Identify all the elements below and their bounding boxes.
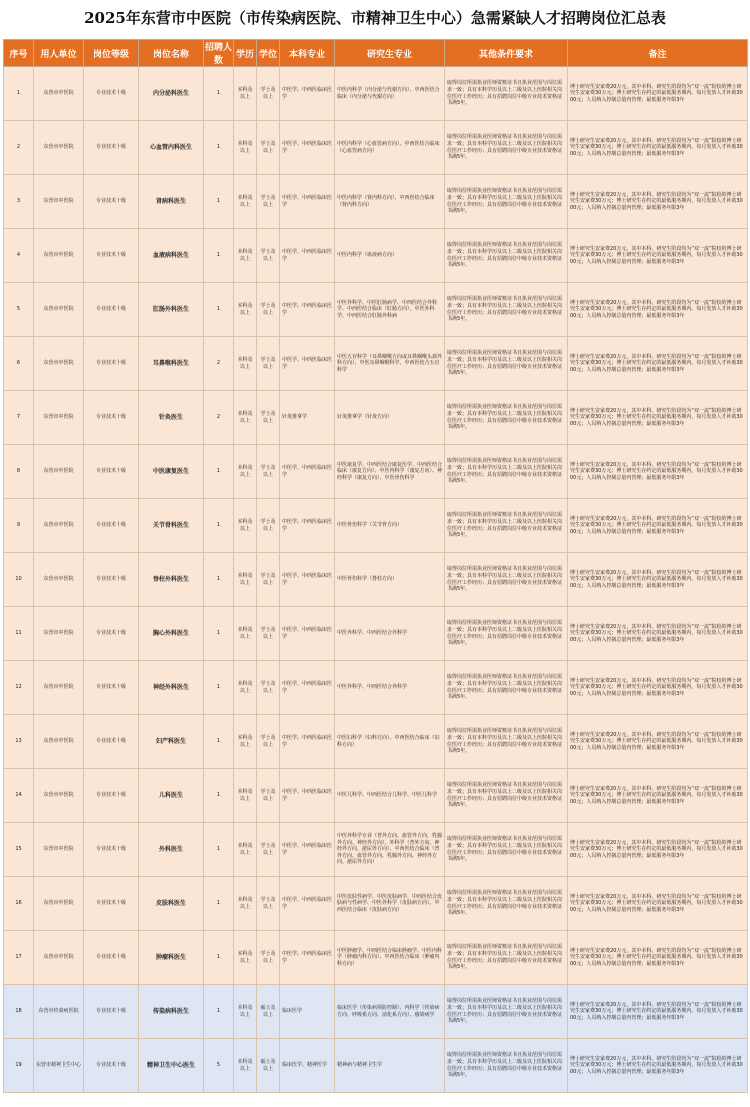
cell-education: 本科及以上 — [234, 553, 257, 607]
cell-undergrad-major: 中医学、中西医临床医学 — [280, 445, 335, 499]
cell-notes: 博士研究生安家费20万元，其中本科、研究生阶段均为“双一流”院校的博士研究生安家费30万元；博士研究生在约定的最低服务期内，每月发放人才补助3000元；人员纳入控制总量内管理；最低服务年限3年 — [568, 877, 748, 931]
cell-conditions: 取得岗位所需执业医师资格证书且执业范围与岗位需求一致；具有本科学历及以上二级及以上医院相关岗位医疗工作经历；具有招聘岗位中级专业技术资格证书满5年。 — [445, 283, 568, 337]
cell-unit: 东营市中医院 — [34, 715, 84, 769]
cell-notes: 博士研究生安家费20万元，其中本科、研究生阶段均为“双一流”院校的博士研究生安家费30万元；博士研究生在约定的最低服务期内，每月发放人才补助3000元；人员纳入控制总量内管理；最低服务年限3年 — [568, 985, 748, 1039]
cell-level: 专业技术十级 — [84, 175, 139, 229]
cell-unit: 东营市中医院 — [34, 391, 84, 445]
cell-unit: 东营市中医院 — [34, 67, 84, 121]
table-row — [4, 823, 748, 877]
cell-no: 18 — [4, 985, 34, 1039]
cell-level: 专业技术十级 — [84, 877, 139, 931]
cell-degree: 学士及以上 — [257, 499, 280, 553]
cell-undergrad-major: 中医学、中西医临床医学 — [280, 337, 335, 391]
cell-education: 本科及以上 — [234, 985, 257, 1039]
cell-level: 专业技术十级 — [84, 715, 139, 769]
cell-degree: 学士及以上 — [257, 877, 280, 931]
cell-conditions: 取得岗位所需执业医师资格证书且执业范围与岗位需求一致；具有本科学历及以上二级及以上医院相关岗位医疗工作经历；具有招聘岗位中级专业技术资格证书满5年。 — [445, 499, 568, 553]
cell-degree: 学士及以上 — [257, 391, 280, 445]
cell-education: 本科及以上 — [234, 769, 257, 823]
cell-notes: 博士研究生安家费20万元，其中本科、研究生阶段均为“双一流”院校的博士研究生安家费30万元；博士研究生在约定的最低服务期内，每月发放人才补助3000元；人员纳入控制总量内管理；最低服务年限3年 — [568, 661, 748, 715]
table-row — [4, 337, 748, 391]
cell-level: 专业技术十级 — [84, 607, 139, 661]
page-title: 2025年东营市中医院（市传染病医院、市精神卫生中心）急需紧缺人才招聘岗位汇总表 — [84, 9, 666, 27]
cell-notes: 博士研究生安家费20万元，其中本科、研究生阶段均为“双一流”院校的博士研究生安家费30万元；博士研究生在约定的最低服务期内，每月发放人才补助3000元；人员纳入控制总量内管理；最低服务年限3年 — [568, 121, 748, 175]
cell-education: 本科及以上 — [234, 823, 257, 877]
cell-education: 本科及以上 — [234, 1039, 257, 1093]
cell-grad-major: 中医肿瘤学、中西医结合临床肿瘤学、中医内科学（肿瘤内科方向）、中西医结合临床（肿瘤内科方向） — [335, 931, 445, 985]
cell-education: 本科及以上 — [234, 661, 257, 715]
cell-notes: 博士研究生安家费20万元，其中本科、研究生阶段均为“双一流”院校的博士研究生安家费30万元；博士研究生在约定的最低服务期内，每月发放人才补助3000元；人员纳入控制总量内管理；最低服务年限3年 — [568, 283, 748, 337]
cell-count: 1 — [204, 607, 234, 661]
cell-post: 神经外科医生 — [139, 661, 204, 715]
cell-degree: 学士及以上 — [257, 607, 280, 661]
cell-grad-major: 精神病与精神卫生学 — [335, 1039, 445, 1093]
cell-post: 妇产科医生 — [139, 715, 204, 769]
cell-conditions: 取得岗位所需执业医师资格证书且执业范围与岗位需求一致；具有本科学历及以上二级及以上医院相关岗位医疗工作经历；具有招聘岗位中级专业技术资格证书满5年。 — [445, 931, 568, 985]
table-row — [4, 769, 748, 823]
table-row — [4, 877, 748, 931]
table-row — [4, 121, 748, 175]
header-count: 招聘人数 — [204, 40, 234, 67]
cell-degree: 学士及以上 — [257, 553, 280, 607]
cell-level: 专业技术十级 — [84, 283, 139, 337]
header-level: 岗位等级 — [84, 40, 139, 67]
cell-grad-major: 中医内科学（肾内科方向）、中西医结合临床（肾内科方向） — [335, 175, 445, 229]
cell-education: 本科及以上 — [234, 499, 257, 553]
cell-post: 精神卫生中心医生 — [139, 1039, 204, 1093]
cell-no: 6 — [4, 337, 34, 391]
cell-education: 本科及以上 — [234, 337, 257, 391]
cell-no: 3 — [4, 175, 34, 229]
table-row — [4, 931, 748, 985]
table-row — [4, 283, 748, 337]
cell-grad-major: 中医妇科学（妇科方向）、中西医结合临床（妇科方向） — [335, 715, 445, 769]
cell-level: 专业技术十级 — [84, 337, 139, 391]
cell-notes: 博士研究生安家费20万元，其中本科、研究生阶段均为“双一流”院校的博士研究生安家费30万元；博士研究生在约定的最低服务期内，每月发放人才补助3000元；人员纳入控制总量内管理；最低服务年限3年 — [568, 769, 748, 823]
table-row — [4, 175, 748, 229]
cell-grad-major: 中医骨伤科学（脊柱方向） — [335, 553, 445, 607]
table-body — [4, 67, 748, 1093]
cell-undergrad-major: 中医学、中西医临床医学 — [280, 769, 335, 823]
cell-no: 19 — [4, 1039, 34, 1093]
cell-count: 1 — [204, 229, 234, 283]
cell-no: 5 — [4, 283, 34, 337]
cell-level: 专业技术十级 — [84, 823, 139, 877]
recruitment-table — [3, 39, 748, 1093]
cell-degree: 学士及以上 — [257, 67, 280, 121]
cell-education: 本科及以上 — [234, 877, 257, 931]
cell-degree: 学士及以上 — [257, 121, 280, 175]
cell-count: 1 — [204, 931, 234, 985]
cell-level: 专业技术十级 — [84, 1039, 139, 1093]
cell-level: 专业技术十级 — [84, 985, 139, 1039]
cell-degree: 学士及以上 — [257, 715, 280, 769]
cell-degree: 学士及以上 — [257, 769, 280, 823]
cell-grad-major: 针灸推拿学（针灸方向） — [335, 391, 445, 445]
cell-education: 本科及以上 — [234, 67, 257, 121]
cell-grad-major: 中医外科学专业（普外方向、血管外方向、乳腺外方向、神经外方向）、外科学（普外方向、神经外方向、泌尿外方向）、中西医结合临床（普外方向、血管外方向、乳腺外方向、神经外方向、泌尿外方向） — [335, 823, 445, 877]
cell-notes: 博士研究生安家费20万元，其中本科、研究生阶段均为“双一流”院校的博士研究生安家费30万元；博士研究生在约定的最低服务期内，每月发放人才补助3000元；人员纳入控制总量内管理；最低服务年限3年 — [568, 607, 748, 661]
cell-post: 中医康复医生 — [139, 445, 204, 499]
cell-degree: 学士及以上 — [257, 445, 280, 499]
cell-undergrad-major: 中医学、中西医临床医学 — [280, 67, 335, 121]
cell-unit: 东营市中医院 — [34, 877, 84, 931]
table-row — [4, 1039, 748, 1093]
cell-conditions: 取得岗位所需执业医师资格证书且执业范围与岗位需求一致；具有本科学历及以上二级及以上医院相关岗位医疗工作经历；具有招聘岗位中级专业技术资格证书满5年。 — [445, 877, 568, 931]
header-conditions: 其他条件要求 — [445, 40, 568, 67]
header-notes: 备注 — [568, 40, 748, 67]
cell-degree: 学士及以上 — [257, 283, 280, 337]
cell-notes: 博士研究生安家费20万元，其中本科、研究生阶段均为“双一流”院校的博士研究生安家费30万元；博士研究生在约定的最低服务期内，每月发放人才补助3000元；人员纳入控制总量内管理；最低服务年限3年 — [568, 391, 748, 445]
cell-count: 5 — [204, 1039, 234, 1093]
cell-no: 16 — [4, 877, 34, 931]
cell-conditions: 取得岗位所需执业医师资格证书且执业范围与岗位需求一致；具有本科学历及以上二级及以上医院相关岗位医疗工作经历；具有招聘岗位中级专业技术资格证书满5年。 — [445, 391, 568, 445]
cell-education: 本科及以上 — [234, 445, 257, 499]
header-degree: 学位 — [257, 40, 280, 67]
table-row — [4, 715, 748, 769]
cell-education: 本科及以上 — [234, 283, 257, 337]
cell-unit: 东营市中医院 — [34, 175, 84, 229]
cell-degree: 学士及以上 — [257, 931, 280, 985]
header-education: 学历 — [234, 40, 257, 67]
cell-post: 关节骨科医生 — [139, 499, 204, 553]
cell-undergrad-major: 临床医学、精神医学 — [280, 1039, 335, 1093]
cell-post: 肾病科医生 — [139, 175, 204, 229]
cell-degree: 学士及以上 — [257, 229, 280, 283]
cell-level: 专业技术十级 — [84, 499, 139, 553]
cell-unit: 东营市中医院 — [34, 607, 84, 661]
cell-notes: 博士研究生安家费20万元，其中本科、研究生阶段均为“双一流”院校的博士研究生安家费30万元；博士研究生在约定的最低服务期内，每月发放人才补助3000元；人员纳入控制总量内管理；最低服务年限3年 — [568, 337, 748, 391]
cell-no: 14 — [4, 769, 34, 823]
cell-conditions: 取得岗位所需执业医师资格证书且执业范围与岗位需求一致；具有本科学历及以上二级及以上医院相关岗位医疗工作经历；具有招聘岗位中级专业技术资格证书满5年。 — [445, 1039, 568, 1093]
cell-count: 1 — [204, 67, 234, 121]
cell-degree: 学士及以上 — [257, 661, 280, 715]
cell-conditions: 取得岗位所需执业医师资格证书且执业范围与岗位需求一致；具有本科学历及以上二级及以上医院相关岗位医疗工作经历；具有招聘岗位中级专业技术资格证书满5年。 — [445, 661, 568, 715]
cell-notes: 博士研究生安家费20万元，其中本科、研究生阶段均为“双一流”院校的博士研究生安家费30万元；博士研究生在约定的最低服务期内，每月发放人才补助3000元；人员纳入控制总量内管理；最低服务年限3年 — [568, 931, 748, 985]
table-row — [4, 553, 748, 607]
cell-no: 17 — [4, 931, 34, 985]
cell-education: 本科及以上 — [234, 931, 257, 985]
cell-count: 1 — [204, 661, 234, 715]
cell-degree: 学士及以上 — [257, 337, 280, 391]
cell-no: 12 — [4, 661, 34, 715]
cell-grad-major: 中医内科学（血液病方向） — [335, 229, 445, 283]
cell-no: 10 — [4, 553, 34, 607]
cell-level: 专业技术十级 — [84, 445, 139, 499]
cell-unit: 东营市中医院 — [34, 499, 84, 553]
cell-conditions: 取得岗位所需执业医师资格证书且执业范围与岗位需求一致；具有本科学历及以上二级及以上医院相关岗位医疗工作经历；具有招聘岗位中级专业技术资格证书满5年。 — [445, 175, 568, 229]
header-grad-major: 研究生专业 — [335, 40, 445, 67]
cell-conditions: 取得岗位所需执业医师资格证书且执业范围与岗位需求一致；具有本科学历及以上二级及以上医院相关岗位医疗工作经历；具有招聘岗位中级专业技术资格证书满5年。 — [445, 553, 568, 607]
cell-post: 肿瘤科医生 — [139, 931, 204, 985]
cell-grad-major: 中医外科学、中西医结合外科学 — [335, 607, 445, 661]
cell-education: 本科及以上 — [234, 121, 257, 175]
cell-undergrad-major: 中医学、中西医临床医学 — [280, 499, 335, 553]
cell-education: 本科及以上 — [234, 391, 257, 445]
cell-count: 1 — [204, 121, 234, 175]
cell-no: 9 — [4, 499, 34, 553]
cell-no: 15 — [4, 823, 34, 877]
cell-undergrad-major: 中医学、中西医临床医学 — [280, 175, 335, 229]
cell-grad-major: 中医内科学（心血管病方向）、中西医结合临床（心血管病方向） — [335, 121, 445, 175]
cell-post: 耳鼻喉科医生 — [139, 337, 204, 391]
table-row — [4, 607, 748, 661]
cell-notes: 博士研究生安家费20万元，其中本科、研究生阶段均为“双一流”院校的博士研究生安家费30万元；博士研究生在约定的最低服务期内，每月发放人才补助3000元；人员纳入控制总量内管理；最低服务年限3年 — [568, 175, 748, 229]
cell-notes: 博士研究生安家费20万元，其中本科、研究生阶段均为“双一流”院校的博士研究生安家费30万元；博士研究生在约定的最低服务期内，每月发放人才补助3000元；人员纳入控制总量内管理；最低服务年限3年 — [568, 823, 748, 877]
cell-undergrad-major: 针灸推拿学 — [280, 391, 335, 445]
cell-unit: 东营市传染病医院 — [34, 985, 84, 1039]
cell-undergrad-major: 中医学、中西医临床医学 — [280, 877, 335, 931]
cell-grad-major: 中医骨伤科学（关节骨方向） — [335, 499, 445, 553]
cell-count: 1 — [204, 823, 234, 877]
cell-undergrad-major: 中医学、中西医临床医学 — [280, 607, 335, 661]
cell-level: 专业技术十级 — [84, 121, 139, 175]
cell-count: 1 — [204, 985, 234, 1039]
table-row — [4, 229, 748, 283]
cell-post: 血液病科医生 — [139, 229, 204, 283]
cell-unit: 东营市中医院 — [34, 121, 84, 175]
cell-notes: 博士研究生安家费20万元，其中本科、研究生阶段均为“双一流”院校的博士研究生安家费30万元；博士研究生在约定的最低服务期内，每月发放人才补助3000元；人员纳入控制总量内管理；最低服务年限3年 — [568, 499, 748, 553]
cell-undergrad-major: 中医学、中西医临床医学 — [280, 229, 335, 283]
cell-undergrad-major: 中医学、中西医临床医学 — [280, 823, 335, 877]
header-undergrad-major: 本科专业 — [280, 40, 335, 67]
cell-undergrad-major: 中医学、中西医临床医学 — [280, 931, 335, 985]
cell-education: 本科及以上 — [234, 607, 257, 661]
cell-count: 1 — [204, 769, 234, 823]
cell-count: 1 — [204, 715, 234, 769]
cell-level: 专业技术十级 — [84, 229, 139, 283]
cell-undergrad-major: 中医学、中西医临床医学 — [280, 715, 335, 769]
cell-notes: 博士研究生安家费20万元，其中本科、研究生阶段均为“双一流”院校的博士研究生安家费30万元；博士研究生在约定的最低服务期内，每月发放人才补助3000元；人员纳入控制总量内管理；最低服务年限3年 — [568, 1039, 748, 1093]
cell-no: 11 — [4, 607, 34, 661]
cell-no: 8 — [4, 445, 34, 499]
cell-undergrad-major: 中医学、中西医临床医学 — [280, 283, 335, 337]
cell-conditions: 取得岗位所需执业医师资格证书且执业范围与岗位需求一致；具有本科学历及以上二级及以上医院相关岗位医疗工作经历；具有招聘岗位中级专业技术资格证书满5年。 — [445, 121, 568, 175]
cell-count: 2 — [204, 391, 234, 445]
table-row — [4, 661, 748, 715]
cell-unit: 东营市中医院 — [34, 823, 84, 877]
cell-unit: 东营市中医院 — [34, 283, 84, 337]
cell-conditions: 取得岗位所需执业医师资格证书且执业范围与岗位需求一致；具有本科学历及以上二级及以上医院相关岗位医疗工作经历；具有招聘岗位中级专业技术资格证书满5年。 — [445, 715, 568, 769]
cell-level: 专业技术十级 — [84, 67, 139, 121]
cell-unit: 东营市中医院 — [34, 931, 84, 985]
cell-degree: 学士及以上 — [257, 823, 280, 877]
cell-level: 专业技术十级 — [84, 769, 139, 823]
table-row — [4, 445, 748, 499]
cell-notes: 博士研究生安家费20万元，其中本科、研究生阶段均为“双一流”院校的博士研究生安家费30万元；博士研究生在约定的最低服务期内，每月发放人才补助3000元；人员纳入控制总量内管理；最低服务年限3年 — [568, 445, 748, 499]
cell-undergrad-major: 临床医学 — [280, 985, 335, 1039]
cell-level: 专业技术十级 — [84, 553, 139, 607]
header-row — [4, 40, 748, 67]
cell-post: 心血管内科医生 — [139, 121, 204, 175]
cell-conditions: 取得岗位所需执业医师资格证书且执业范围与岗位需求一致；具有本科学历及以上二级及以上医院相关岗位医疗工作经历；具有招聘岗位中级专业技术资格证书满5年。 — [445, 985, 568, 1039]
cell-count: 1 — [204, 877, 234, 931]
cell-level: 专业技术十级 — [84, 931, 139, 985]
cell-post: 皮肤科医生 — [139, 877, 204, 931]
cell-conditions: 取得岗位所需执业医师资格证书且执业范围与岗位需求一致；具有本科学历及以上二级及以上医院相关岗位医疗工作经历；具有招聘岗位中级专业技术资格证书满5年。 — [445, 337, 568, 391]
cell-conditions: 取得岗位所需执业医师资格证书且执业范围与岗位需求一致；具有本科学历及以上二级及以上医院相关岗位医疗工作经历；具有招聘岗位中级专业技术资格证书满5年。 — [445, 67, 568, 121]
cell-count: 1 — [204, 283, 234, 337]
cell-grad-major: 临床医学（传染病预防控制）、内科学（传染病方向、呼吸系方向、消化系方向）、感染病学 — [335, 985, 445, 1039]
cell-grad-major: 中医外科学、中西医结合外科学 — [335, 661, 445, 715]
header-no: 序号 — [4, 40, 34, 67]
cell-no: 7 — [4, 391, 34, 445]
cell-no: 2 — [4, 121, 34, 175]
cell-notes: 博士研究生安家费20万元，其中本科、研究生阶段均为“双一流”院校的博士研究生安家费30万元；博士研究生在约定的最低服务期内，每月发放人才补助3000元；人员纳入控制总量内管理；最低服务年限3年 — [568, 715, 748, 769]
cell-unit: 东营市中医院 — [34, 445, 84, 499]
cell-count: 1 — [204, 175, 234, 229]
cell-conditions: 取得岗位所需执业医师资格证书且执业范围与岗位需求一致；具有本科学历及以上二级及以上医院相关岗位医疗工作经历；具有招聘岗位中级专业技术资格证书满5年。 — [445, 823, 568, 877]
cell-undergrad-major: 中医学、中西医临床医学 — [280, 661, 335, 715]
cell-post: 内分泌科医生 — [139, 67, 204, 121]
cell-conditions: 取得岗位所需执业医师资格证书且执业范围与岗位需求一致；具有本科学历及以上二级及以上医院相关岗位医疗工作经历；具有招聘岗位中级专业技术资格证书满5年。 — [445, 445, 568, 499]
cell-unit: 东营市中医院 — [34, 337, 84, 391]
cell-education: 本科及以上 — [234, 229, 257, 283]
cell-notes: 博士研究生安家费20万元，其中本科、研究生阶段均为“双一流”院校的博士研究生安家费30万元；博士研究生在约定的最低服务期内，每月发放人才补助3000元；人员纳入控制总量内管理；最低服务年限3年 — [568, 229, 748, 283]
cell-post: 胸心外科医生 — [139, 607, 204, 661]
cell-unit: 东营市中医院 — [34, 229, 84, 283]
cell-count: 1 — [204, 553, 234, 607]
cell-unit: 东营市中医院 — [34, 769, 84, 823]
cell-grad-major: 中医康复学、中西医结合康复医学、中西医结合临床（康复方向）、中医内科学（康复方向）、神经科学（康复方向）、中医骨伤科学 — [335, 445, 445, 499]
cell-unit: 东营市中医院 — [34, 553, 84, 607]
cell-count: 2 — [204, 337, 234, 391]
cell-post: 儿科医生 — [139, 769, 204, 823]
cell-grad-major: 中医五官科学（耳鼻咽喉方向或耳鼻咽喉头颈外科方向）、中医耳鼻咽喉科学、中西医结合五官科学 — [335, 337, 445, 391]
cell-post: 传染病科医生 — [139, 985, 204, 1039]
cell-conditions: 取得岗位所需执业医师资格证书且执业范围与岗位需求一致；具有本科学历及以上二级及以上医院相关岗位医疗工作经历；具有招聘岗位中级专业技术资格证书满5年。 — [445, 229, 568, 283]
cell-level: 专业技术十级 — [84, 661, 139, 715]
cell-count: 1 — [204, 445, 234, 499]
header-post: 岗位名称 — [139, 40, 204, 67]
cell-level: 专业技术十级 — [84, 391, 139, 445]
cell-post: 脊柱外科医生 — [139, 553, 204, 607]
cell-conditions: 取得岗位所需执业医师资格证书且执业范围与岗位需求一致；具有本科学历及以上二级及以上医院相关岗位医疗工作经历；具有招聘岗位中级专业技术资格证书满5年。 — [445, 769, 568, 823]
cell-notes: 博士研究生安家费20万元，其中本科、研究生阶段均为“双一流”院校的博士研究生安家费30万元；博士研究生在约定的最低服务期内，每月发放人才补助3000元；人员纳入控制总量内管理；最低服务年限3年 — [568, 553, 748, 607]
cell-no: 4 — [4, 229, 34, 283]
cell-no: 13 — [4, 715, 34, 769]
cell-conditions: 取得岗位所需执业医师资格证书且执业范围与岗位需求一致；具有本科学历及以上二级及以上医院相关岗位医疗工作经历；具有招聘岗位中级专业技术资格证书满5年。 — [445, 607, 568, 661]
cell-degree: 硕士及以上 — [257, 985, 280, 1039]
cell-unit: 东营市精神卫生中心 — [34, 1039, 84, 1093]
table-row — [4, 499, 748, 553]
table-row — [4, 985, 748, 1039]
cell-post: 针灸医生 — [139, 391, 204, 445]
cell-education: 本科及以上 — [234, 175, 257, 229]
cell-grad-major: 中医儿科学、中西医结合儿科学、中医儿科学 — [335, 769, 445, 823]
cell-grad-major: 中医内科学（内分泌与代谢方向）、中西医结合临床（内分泌与代谢方向） — [335, 67, 445, 121]
cell-undergrad-major: 中医学、中西医临床医学 — [280, 121, 335, 175]
cell-unit: 东营市中医院 — [34, 661, 84, 715]
table-row — [4, 391, 748, 445]
cell-no: 1 — [4, 67, 34, 121]
cell-post: 外科医生 — [139, 823, 204, 877]
cell-post: 肛肠外科医生 — [139, 283, 204, 337]
cell-education: 本科及以上 — [234, 715, 257, 769]
cell-undergrad-major: 中医学、中西医临床医学 — [280, 553, 335, 607]
cell-notes: 博士研究生安家费20万元，其中本科、研究生阶段均为“双一流”院校的博士研究生安家费30万元；博士研究生在约定的最低服务期内，每月发放人才补助3000元；人员纳入控制总量内管理；最低服务年限3年 — [568, 67, 748, 121]
cell-grad-major: 中医皮肤性病学、中医皮肤病学、中西医结合皮肤病与性病学、中医外科学（皮肤病方向）、中西医结合临床（皮肤病方向） — [335, 877, 445, 931]
header-unit: 用人单位 — [34, 40, 84, 67]
cell-degree: 硕士及以上 — [257, 1039, 280, 1093]
cell-grad-major: 中医外科学、中医肛肠病学、中西医结合外科学、中西医结合临床（肛肠方向）、中医外科学、中西医结合肛肠外科病 — [335, 283, 445, 337]
table-row — [4, 67, 748, 121]
cell-degree: 学士及以上 — [257, 175, 280, 229]
cell-count: 1 — [204, 499, 234, 553]
